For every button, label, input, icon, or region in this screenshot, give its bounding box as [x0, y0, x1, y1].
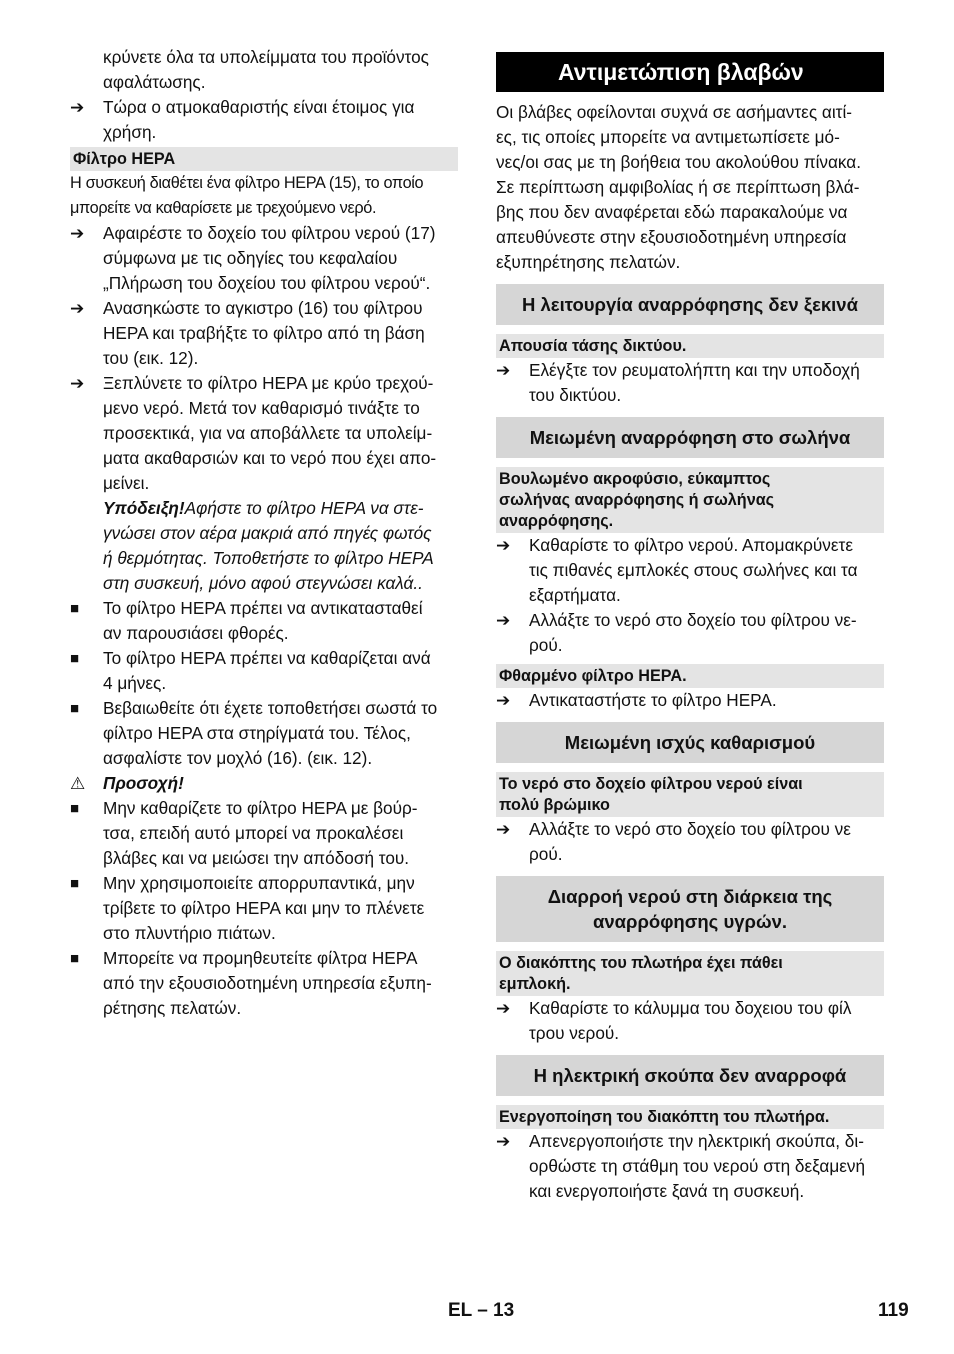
text-line: και ενεργοποιήστε ξανά τη συσκευή. — [529, 1181, 805, 1201]
text-line: γνώσει στον αέρα μακριά από πηγές φωτός — [103, 523, 432, 543]
fix-change-water — [496, 608, 884, 658]
text-line: Ελέγξτε τον ρευματολήπτη και την υποδοχή — [529, 360, 860, 380]
left-column — [70, 45, 458, 1021]
step-remove-container — [70, 221, 458, 296]
text-line: Μην χρησιμοποιείτε απορρυπαντικά, μην — [103, 873, 415, 893]
page-title: Αντιμετώπιση βλαβών — [496, 52, 884, 92]
text-line: τις πιθανές εμπλοκές στους σωλήνες και τα — [529, 560, 858, 580]
text-line: προσεκτικά, για να αποβάλλετε τα υπολείμ- — [103, 423, 433, 443]
text-line: εμπλοκή. — [499, 975, 571, 993]
text-line: Ο διακόπτης του πλωτήρα έχει πάθει — [499, 954, 783, 972]
step-rinse-filter — [70, 371, 458, 496]
fix-reset-level — [496, 1129, 884, 1204]
text-line: Αφαιρέστε το δοχείο του φίλτρου νερού (17) — [103, 223, 436, 243]
text-line: τρου νερού. — [529, 1023, 620, 1043]
arrow-icon: ➔ — [70, 374, 85, 393]
text-line: ρέτησης πελατών. — [103, 998, 242, 1018]
bullet-correct-fit — [70, 696, 458, 771]
text-line: Αντικαταστήστε το φίλτρο HEPA. — [529, 690, 777, 710]
cause-float-activated: Ενεργοποίηση του διακόπτη του πλωτήρα. — [496, 1105, 884, 1129]
arrow-icon: ➔ — [496, 999, 511, 1018]
text-line: Το νερό στο δοχείο φίλτρου νερού είναι — [499, 775, 803, 793]
bullet-purchase — [70, 946, 458, 1021]
warning-icon: ⚠ — [70, 774, 86, 793]
cause-clogged-nozzle — [496, 467, 884, 533]
text-line: απευθύνεστε στην εξουσιοδοτημένη υπηρεσία — [496, 227, 847, 247]
bullet-replace — [70, 596, 458, 646]
text-line: πολύ βρώμικο — [499, 796, 610, 814]
text-line: του (εικ. 12). — [103, 348, 199, 368]
text-line: Η συσκευή διαθέτει ένα φίλτρο HEPA (15), το οποίο — [70, 174, 424, 192]
fix-clean-water-filter — [496, 533, 884, 608]
caution-label: Προσοχή! — [103, 773, 184, 793]
text-line: Βεβαιωθείτε ότι έχετε τοποθετήσει σωστά το — [103, 698, 438, 718]
section-heading-reduced-suction: Μειωμένη αναρρόφηση στο σωλήνα — [496, 417, 884, 458]
text-line: Ανασηκώστε το αγκιστρο (16) του φίλτρου — [103, 298, 423, 318]
text-line: αφαλάτωσης. — [103, 72, 206, 92]
arrow-icon: ➔ — [70, 224, 85, 243]
square-bullet-icon: ■ — [70, 950, 80, 967]
text-line: 4 μήνες. — [103, 673, 167, 693]
bullet-clean-interval — [70, 646, 458, 696]
text-line: αν παρουσιάσει φθορές. — [103, 623, 289, 643]
text-line: φίλτρο HEPA στα στηρίγματά του. Τέλος, — [103, 723, 411, 743]
cause-no-voltage: Απουσία τάσης δικτύου. — [496, 334, 884, 358]
fix-check-plug — [496, 358, 884, 408]
text-line: „Πλήρωση του δοχείου του φίλτρου νερού“. — [103, 273, 431, 293]
text-line: ορθώστε τη στάθμη του νερού στη δεξαμενή — [529, 1156, 866, 1176]
section-heading-reduced-cleaning: Μειωμένη ισχύς καθαρισμού — [496, 722, 884, 763]
text-line: Καθαρίστε το κάλυμμα του δοχειου του φίλ — [529, 998, 852, 1018]
text-line: Αφήστε το φίλτρο HEPA να στε- — [184, 498, 424, 518]
text-line: HEPA και τραβήξτε το φίλτρο από τη βάση — [103, 323, 425, 343]
text-line: βλάβες και να μειώσει την απόδοσή του. — [103, 848, 410, 868]
bullet-no-brush — [70, 796, 458, 871]
text-line: ρού. — [529, 844, 563, 864]
text-line: εξαρτήματα. — [529, 585, 621, 605]
hepa-heading: Φίλτρο HEPA — [70, 147, 458, 171]
text-line: αναρρόφησης υγρών. — [592, 911, 788, 932]
text-line: Ξεπλύνετε το φίλτρο HEPA με κρύο τρεχού- — [103, 373, 434, 393]
text-line: Καθαρίστε το φίλτρο νερού. Απομακρύνετε — [529, 535, 854, 555]
hint-note — [70, 496, 458, 596]
text-line: εξυπηρέτησης πελατών. — [496, 252, 681, 272]
caution-heading — [70, 771, 458, 796]
text-line: Τώρα ο ατμοκαθαριστής είναι έτοιμος για — [103, 97, 415, 117]
text-line: Διαρροή νερού στη διάρκεια της — [547, 886, 833, 907]
arrow-icon: ➔ — [496, 1132, 511, 1151]
square-bullet-icon: ■ — [70, 650, 80, 667]
text-line: σύμφωνα με τις οδηγίες του κεφαλαίου — [103, 248, 398, 268]
arrow-icon: ➔ — [496, 536, 511, 555]
text-line: του δικτύου. — [529, 385, 622, 405]
arrow-icon: ➔ — [70, 98, 85, 117]
text-line: τσα, επειδή αυτό μπορεί να προκαλέσει — [103, 823, 404, 843]
arrow-icon: ➔ — [496, 820, 511, 839]
text-line: μπορείτε να καθαρίσετε με τρεχούμενο νερό. — [70, 199, 377, 217]
text-line: βης που δεν αναφέρεται εδώ παρακαλούμε να — [496, 202, 848, 222]
arrow-icon: ➔ — [496, 611, 511, 630]
step-lift-hook — [70, 296, 458, 371]
text-line: Αλλάξτε το νερό στο δοχείο του φίλτρου νε — [529, 819, 851, 839]
square-bullet-icon: ■ — [70, 700, 80, 717]
cause-dirty-water — [496, 772, 884, 817]
bullet-no-detergent — [70, 871, 458, 946]
square-bullet-icon: ■ — [70, 600, 80, 617]
square-bullet-icon: ■ — [70, 875, 80, 892]
text-line: στη συσκευή, μόνο αφού στεγνώσει καλά.. — [103, 573, 423, 593]
text-line: σωλήνας αναρρόφησης ή σωλήνας — [499, 491, 775, 509]
text-line: Μην καθαρίζετε το φίλτρο HEPA με βούρ- — [103, 798, 418, 818]
cause-worn-hepa: Φθαρμένο φίλτρο HEPA. — [496, 664, 884, 688]
section-heading-no-suction-start: Η λειτουργία αναρρόφησης δεν ξεκινά — [496, 284, 884, 325]
text-line: στο πλυντήριο πιάτων. — [103, 923, 276, 943]
text-line: χρήση. — [103, 122, 157, 142]
text-line: Το φίλτρο HEPA πρέπει να αντικατασταθεί — [103, 598, 423, 618]
text-line: Σε περίπτωση αμφιβολίας ή σε περίπτωση βλά- — [496, 177, 860, 197]
text-line: κρύνετε όλα τα υπολείμματα του προϊόντος — [103, 47, 429, 67]
text-line: Βουλωμένο ακροφύσιο, εύκαμπτος — [499, 470, 771, 488]
text-line: ή θερμότητας. Τοποθετήστε το φίλτρο HEPA — [103, 548, 434, 568]
text-line: νες/οι σας με τη βοήθεια του ακολούθου πίνακα. — [496, 152, 862, 172]
hepa-intro — [70, 171, 458, 221]
text-line: Το φίλτρο HEPA πρέπει να καθαρίζεται ανά — [103, 648, 431, 668]
ready-step — [70, 95, 458, 145]
text-line: αναρρόφησης. — [499, 512, 614, 530]
hint-label: Υπόδειξη! — [103, 498, 185, 518]
fix-clean-cover — [496, 996, 884, 1046]
text-line: Οι βλάβες οφείλονται συχνά σε ασήμαντες αιτί- — [496, 102, 852, 122]
section-heading-water-leak — [496, 876, 884, 942]
text-line: μενο νερό. Μετά τον καθαρισμό τινάξτε το — [103, 398, 420, 418]
square-bullet-icon: ■ — [70, 800, 80, 817]
text-line: μείνει. — [103, 473, 150, 493]
text-line: Απενεργοποιήστε την ηλεκτρική σκούπα, δι- — [529, 1131, 864, 1151]
text-line: τρίβετε το φίλτρο HEPA και μην το πλένετε — [103, 898, 425, 918]
text-line: Αλλάξτε το νερό στο δοχείο του φίλτρου νε- — [529, 610, 857, 630]
right-column — [496, 52, 884, 1204]
arrow-icon: ➔ — [496, 361, 511, 380]
troubleshooting-intro — [496, 100, 884, 275]
arrow-icon: ➔ — [70, 299, 85, 318]
text-line: ασφαλίστε τον μοχλό (16). (εικ. 12). — [103, 748, 373, 768]
text-line: ες, τις οποίες μπορείτε να αντιμετωπίσετε μό- — [496, 127, 840, 147]
fix-change-water-2 — [496, 817, 884, 867]
fix-replace-hepa — [496, 688, 884, 713]
footer-section-label: EL – 13 — [448, 1300, 515, 1321]
cause-float-stuck — [496, 951, 884, 996]
text-line: ρού. — [529, 635, 563, 655]
text-line: Μπορείτε να προμηθευτείτε φίλτρα HEPA — [103, 948, 418, 968]
section-heading-no-suction: Η ηλεκτρική σκούπα δεν αναρροφά — [496, 1055, 884, 1096]
intro-text — [70, 45, 458, 95]
page-number: 119 — [878, 1300, 909, 1321]
arrow-icon: ➔ — [496, 691, 511, 710]
text-line: ματα ακαθαρσιών και το νερό που έχει απο- — [103, 448, 437, 468]
text-line: από την εξουσιοδοτημένη υπηρεσία εξυπη- — [103, 973, 432, 993]
